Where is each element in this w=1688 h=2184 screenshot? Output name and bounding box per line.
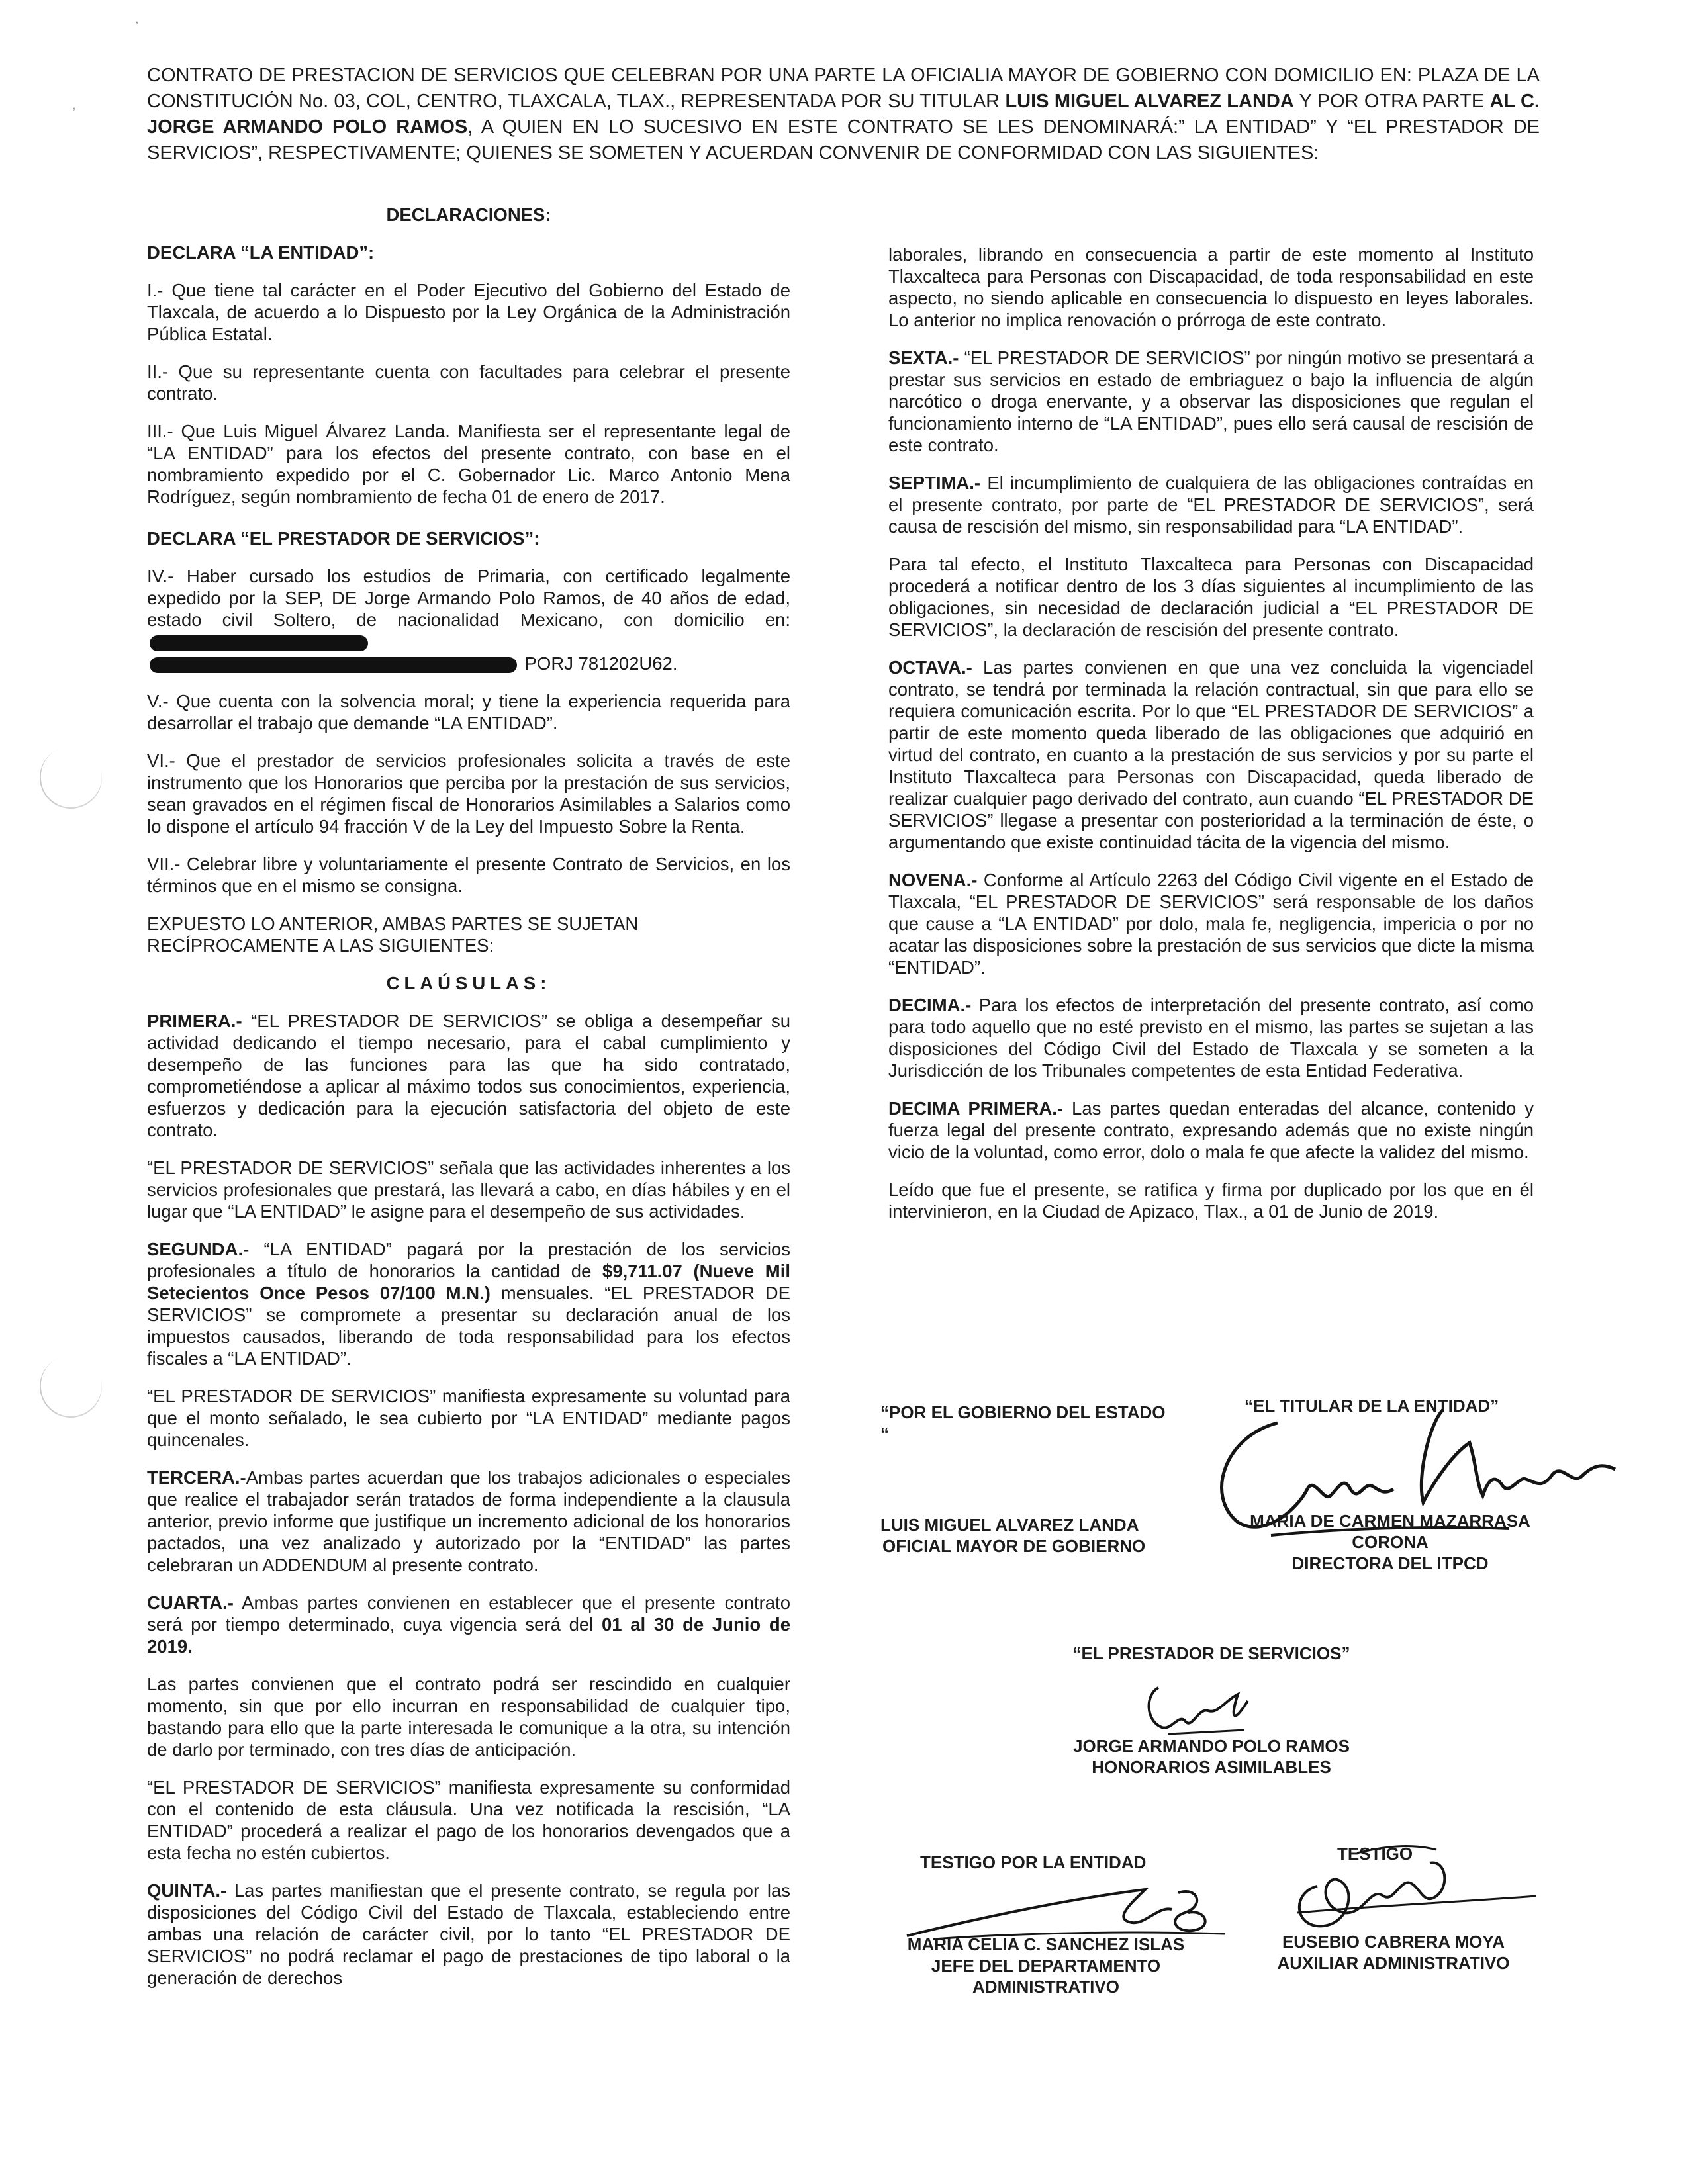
clausula-lead: QUINTA.- <box>147 1880 227 1901</box>
clausula-decima <box>888 994 1534 1081</box>
clausulas-title: CLAÚSULAS: <box>386 973 551 993</box>
declaracion-v: V.- Que cuenta con la solvencia moral; y tiene la experiencia requerida para desarrollar el trabajo que demande “LA ENTIDAD”. <box>147 691 790 733</box>
clausula-septima-2: Para tal efecto, el Instituto Tlaxcalteca para Personas con Discapacidad procederá a notificar dentro de los 3 días siguientes al incumplimiento de las obligaciones, sin necesidad de declaración judicial a “EL PRESTADOR DE SERVICIOS”, la declaración de rescisión del presente contrato. <box>888 554 1534 640</box>
clausula-decima-primera <box>888 1097 1534 1163</box>
clausula-lead: DECIMA.- <box>888 995 972 1015</box>
declaraciones-title: DECLARACIONES: <box>386 205 551 225</box>
testigo2-role: AUXILIAR ADMINISTRATIVO <box>1277 1953 1510 1973</box>
header-text: , A QUIEN EN LO SUCESIVO EN ESTE CONTRATO SE LES DENOMINARÁ:” LA ENTIDAD” Y “EL PRESTADOR DE SERVICIOS”, RESPECTIVAMENTE; QUIENES SE SOMETEN Y ACUERDAN CONVENIR DE CONFORMIDAD CON LAS SIGUIENTES: <box>147 116 1540 163</box>
clausula-primera-2: “EL PRESTADOR DE SERVICIOS” señala que las actividades inherentes a los servicios profesionales que prestará, las llevará a cabo, en días hábiles y en el lugar que “LA ENTIDAD” le asigne para el desempeño de sus actividades. <box>147 1158 790 1222</box>
clausula-cuarta-2: Las partes convienen que el contrato podrá ser rescindido en cualquier momento, sin que por ello incurran en responsabilidad de cualquier tipo, bastando para ello que la parte interesada le comunique a la otra, su intención de darlo por terminado, con tres días de anticipación. <box>147 1674 790 1760</box>
header-name-entidad: LUIS MIGUEL ALVAREZ LANDA <box>1005 91 1294 112</box>
declaracion-iii: III.- Que Luis Miguel Álvarez Landa. Manifiesta ser el representante legal de “LA ENTIDAD” para los efectos del presente contrato, con base en el nombramiento expedido por el C. Gobernador Lic. Marco Antonio Mena Rodríguez, según nombramiento de fecha 01 de enero de 2017. <box>147 421 790 507</box>
clausula-lead: NOVENA.- <box>888 870 978 890</box>
clausula-primera <box>147 1010 790 1141</box>
clausula-cuarta-3: “EL PRESTADOR DE SERVICIOS” manifiesta expresamente su conformidad con el contenido de esta cláusula. Una vez notificada la rescisión, “LA ENTIDAD” procederá a realizar el pago de los honorarios devengados que a esta fecha no estén cubiertos. <box>147 1777 790 1863</box>
titular-signatory <box>1238 1510 1542 1574</box>
clausula-text: Ambas partes acuerdan que los trabajos adicionales o especiales que realice el trabajador serán tratados de forma independiente a la clausula anterior, previo informe que justifique un incremento adicional de los honorarios pactados, una vez analizado y autorizado por la “ENTIDAD” las partes celebraran un ADDENDUM al presente contrato. <box>147 1467 790 1575</box>
clausula-segunda-2: “EL PRESTADOR DE SERVICIOS” manifiesta expresamente su voluntad para que el monto señalado, le sea cubierto por “LA ENTIDAD” mediante pagos quincenales. <box>147 1386 790 1450</box>
scan-mark: ʼ <box>73 106 75 119</box>
clausula-lead: OCTAVA.- <box>888 657 972 678</box>
clausula-text: mensuales. “EL PRESTADOR DE SERVICIOS” se compromete a presentar su declaración anual de los impuestos causados, liberando de toda responsabilidad para los efectos fiscales a “LA ENTIDAD”. <box>147 1283 790 1369</box>
declaracion-i: I.- Que tiene tal carácter en el Poder Ejecutivo del Gobierno del Estado de Tlaxcala, de acuerdo a lo Dispuesto por la Ley Orgánica de la Administración Pública Estatal. <box>147 280 790 344</box>
testigo-entidad-heading: TESTIGO POR LA ENTIDAD <box>920 1852 1147 1872</box>
clausula-lead: PRIMERA.- <box>147 1011 242 1031</box>
clausula-tercera <box>147 1467 790 1576</box>
testigo2-signature <box>1278 1833 1542 1946</box>
clausula-text: Para los efectos de interpretación del presente contrato, así como para todo aquello que no esté previsto en el mismo, las partes se sujetan a las disposiciones del Código Civil del Estado de Tlaxcala y se someten a la Jurisdicción de los Tribunales competentes de esta Entidad Federativa. <box>888 995 1534 1081</box>
declaracion-iv <box>147 565 790 674</box>
clausula-cuarta <box>147 1592 790 1657</box>
titular-name-2: CORONA <box>1352 1532 1429 1552</box>
gov-heading: “POR EL GOBIERNO DEL ESTADO “ <box>880 1402 1166 1443</box>
testigo1-role-2: ADMINISTRATIVO <box>972 1977 1119 1997</box>
clausula-novena <box>888 869 1534 978</box>
clausula-text: “LA ENTIDAD” pagará por la prestación de los servicios profesionales a título de honorarios la cantidad de <box>147 1239 790 1281</box>
clausula-quinta <box>147 1880 790 1989</box>
testigo2-name: EUSEBIO CABRERA MOYA <box>1282 1932 1505 1952</box>
clausula-quinta-cont: laborales, librando en consecuencia a partir de este momento al Instituto Tlaxcalteca para Personas con Discapacidad, de toda responsabilidad en este aspecto, no siendo aplicable en consecuencia lo dispuesto en leyes laborales. Lo anterior no implica renovación o prórroga de este contrato. <box>888 244 1534 330</box>
prestador-name: JORGE ARMANDO POLO RAMOS <box>1073 1736 1350 1756</box>
clausula-lead: DECIMA PRIMERA.- <box>888 1098 1064 1118</box>
testigo1-signatory <box>887 1934 1205 1997</box>
clausula-text: “EL PRESTADOR DE SERVICIOS” por ningún motivo se presentará a prestar sus servicios en estado de embriaguez o bajo la influencia de algún narcótico o droga enervante, y a observar las disposiciones que regulan el funcionamiento interno de “LA ENTIDAD”, pues ello será causal de rescisión de este contrato. <box>888 347 1534 455</box>
closing-statement: Leído que fue el presente, se ratifica y firma por duplicado por los que en él intervinieron, en la Ciudad de Apizaco, Tlax., a 01 de Junio de 2019. <box>888 1179 1534 1222</box>
header-text: CONTRATO DE PRESTACION DE SERVICIOS QUE CELEBRAN POR UNA PARTE LA OFICIALIA MAYOR DE GOBIERNO CON DOMICILIO EN: PLAZA DE LA CONSTITUCIÓN No. 03, COL, CENTRO, TLAXCALA, TLAX., REPRESENTADA POR SU TITULAR <box>147 65 1540 112</box>
redaction-bar <box>150 657 517 673</box>
honorarios-amount: $9,711.07 (Nueve Mil Setecientos Once Pesos 07/100 M.N.) <box>147 1261 790 1303</box>
clausula-sexta <box>888 347 1534 456</box>
header-text: Y POR OTRA PARTE <box>1293 91 1490 112</box>
declaracion-vii: VII.- Celebrar libre y voluntariamente el presente Contrato de Servicios, en los términos que en el mismo se consigna. <box>147 854 790 896</box>
prestador-heading: “EL PRESTADOR DE SERVICIOS” <box>1072 1643 1350 1663</box>
declara-entidad-heading: DECLARA “LA ENTIDAD”: <box>147 242 375 263</box>
clausula-lead: SEXTA.- <box>888 347 959 368</box>
declaracion-vi: VI.- Que el prestador de servicios profesionales solicita a través de este instrumento que los Honorarios que perciba por la prestación de sus servicios, sean gravados en el régimen fiscal de Honorarios Asimilables a Salarios como lo dispone el artículo 94 fracción V de la Ley del Impuesto Sobre la Renta. <box>147 751 790 837</box>
clausula-septima <box>888 472 1534 537</box>
testigo1-role: JEFE DEL DEPARTAMENTO <box>931 1956 1161 1976</box>
expuesto-lo-anterior: EXPUESTO LO ANTERIOR, AMBAS PARTES SE SUJETAN RECÍPROCAMENTE A LAS SIGUIENTES: <box>147 913 639 956</box>
clausula-text: Las partes quedan enteradas del alcance, contenido y fuerza legal del presente contrato, expresando además que no existe ningún vicio de la voluntad, como error, dolo o mala fe que afecte la validez del mismo. <box>888 1098 1534 1162</box>
declaracion-iv-text: IV.- Haber cursado los estudios de Primaria, con certificado legalmente expedido por la SEP, DE Jorge Armando Polo Ramos, de 40 años de edad, estado civil Soltero, de nacionalidad Mexicano, con domicilio en: <box>147 566 790 630</box>
clausula-text: El incumplimiento de cualquiera de las obligaciones contraídas en el presente contrato, por parte de “EL PRESTADOR DE SERVICIOS”, será causa de rescisión del mismo, sin responsabilidad para “LA ENTIDAD”. <box>888 473 1534 537</box>
redaction-bar <box>150 635 368 651</box>
clausula-text: Ambas partes convienen en establecer que el presente contrato será por tiempo determinado, cuya vigencia será del <box>147 1592 790 1635</box>
prestador-role: HONORARIOS ASIMILABLES <box>1092 1757 1331 1777</box>
prestador-signatory <box>1046 1735 1377 1778</box>
clausula-lead: CUARTA.- <box>147 1592 234 1613</box>
punch-hole-mark <box>31 1347 111 1426</box>
titular-heading: “EL TITULAR DE LA ENTIDAD” <box>1244 1396 1499 1416</box>
contract-header <box>147 63 1540 166</box>
declaracion-iv-rfc: PORJ 781202U62. <box>524 653 678 674</box>
testigo-heading: TESTIGO <box>1337 1844 1413 1864</box>
gov-signatory <box>880 1514 1172 1557</box>
declara-prestador-heading: DECLARA “EL PRESTADOR DE SERVICIOS”: <box>147 528 540 549</box>
declaracion-ii: II.- Que su representante cuenta con facultades para celebrar el presente contrato. <box>147 361 790 404</box>
titular-role: DIRECTORA DEL ITPCD <box>1291 1553 1489 1573</box>
clausula-lead: SEGUNDA.- <box>147 1239 250 1259</box>
punch-hole-mark <box>31 738 111 817</box>
right-column <box>888 244 1534 1238</box>
clausula-lead: TERCERA.- <box>147 1467 246 1488</box>
left-column <box>147 204 790 2005</box>
clausula-text: Las partes convienen en que una vez concluida la vigenciadel contrato, se tendrá por terminada la relación contractual, sin que para ello se requiera comunicación escrita. Por lo que “EL PRESTADOR DE SERVICIOS” a partir de este momento queda liberado de las obligaciones que adquirió en virtud del contrato, en cuanto a la prestación de sus servicios y por su parte el Instituto Tlaxcalteca para Personas con Discapacidad, queda liberado de realizar cualquier pago derivado del contrato, aun cuando “EL PRESTADOR DE SERVICIOS” llegase a presentar con posterioridad a la terminación de éste, o argumentando que existe continuidad tácita de la vigencia del mismo. <box>888 657 1534 852</box>
clausula-octava <box>888 657 1534 853</box>
clausula-text: “EL PRESTADOR DE SERVICIOS” se obliga a desempeñar su actividad dedicando el tiempo necesario, para el cabal cumplimiento y desempeño de las funciones para las que ha sido contratado, comprometiéndose a aplicar al máximo todos sus conocimientos, experiencia, esfuerzos y dedicación para la ejecución satisfactoria del objeto de este contrato. <box>147 1011 790 1140</box>
header-name-prestador: AL C. JORGE ARMANDO POLO RAMOS <box>147 91 1540 138</box>
clausula-segunda <box>147 1238 790 1369</box>
testigo2-signatory <box>1261 1931 1526 1974</box>
scan-mark: ʼ <box>136 20 138 33</box>
clausula-text: Las partes manifiestan que el presente contrato, se regula por las disposiciones del Código Civil del Estado de Tlaxcala, estableciendo entre ambas una relación de carácter civil, por lo tanto “EL PRESTADOR DE SERVICIOS” no podrá reclamar el pago de prestaciones de tipo laboral o la generación de derechos <box>147 1880 790 1988</box>
gov-name: LUIS MIGUEL ALVAREZ LANDA <box>880 1515 1139 1535</box>
vigencia-dates: 01 al 30 de Junio de 2019. <box>147 1614 790 1657</box>
clausula-text: Conforme al Artículo 2263 del Código Civil vigente en el Estado de Tlaxcala, “EL PRESTADOR DE SERVICIOS” será responsable de los daños que cause a “LA ENTIDAD” por dolo, mala fe, negligencia, impericia o por no acatar las disposiciones sobre la prestación de sus servicios que dicte la misma “ENTIDAD”. <box>888 870 1534 978</box>
titular-name: MARIA DE CARMEN MAZARRASA <box>1250 1511 1530 1531</box>
testigo1-name: MARIA CELIA C. SANCHEZ ISLAS <box>907 1934 1185 1954</box>
clausula-lead: SEPTIMA.- <box>888 473 981 493</box>
gov-role: OFICIAL MAYOR DE GOBIERNO <box>882 1536 1146 1556</box>
